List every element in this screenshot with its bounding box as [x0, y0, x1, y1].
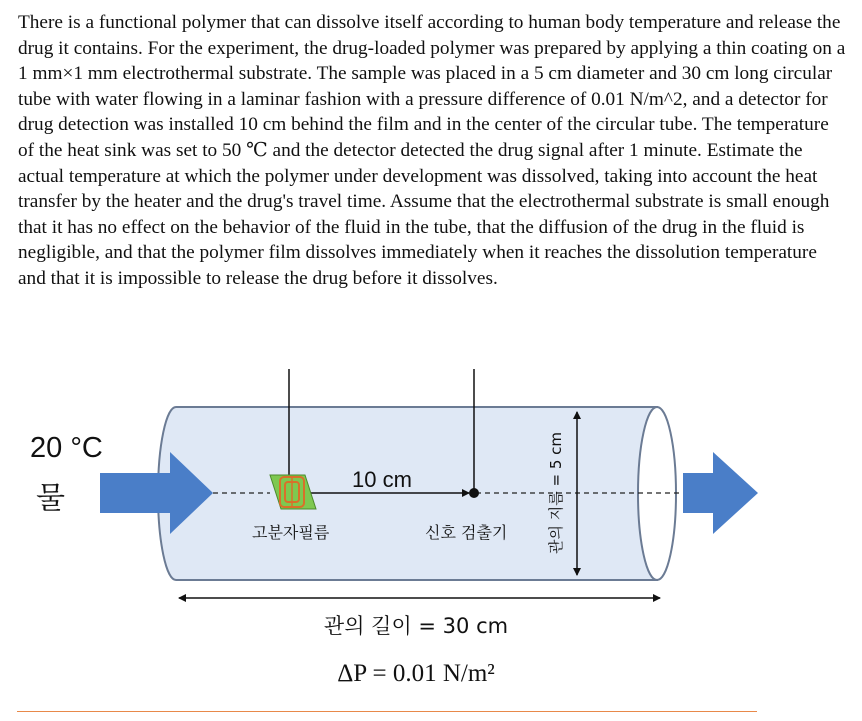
inlet-fluid-label: 물 [36, 481, 65, 516]
length-label: 관의 길이 = 30 cm [323, 614, 509, 638]
distance-label: 10 cm [352, 467, 412, 492]
tube-diagram [0, 355, 862, 700]
inlet-temp-label: 20 °C [30, 432, 103, 464]
pressure-label: ΔP = 0.01 N/m² [337, 660, 495, 687]
outlet-flow-arrow-icon [683, 452, 758, 534]
divider-line [17, 711, 757, 712]
film-label: 고분자필름 [252, 523, 330, 542]
detector-label: 신호 검출기 [425, 523, 508, 542]
detector-dot-icon [469, 488, 479, 498]
diameter-label: 관의 지름 = 5 cm [547, 431, 565, 555]
problem-statement: There is a functional polymer that can dissolve itself according to human body temperature and release the drug it contains. For the experiment, the drug-loaded polymer was prepared by applying a thin coating on a 1 mm×1 mm electrothermal substrate. The sample was placed in a 5 cm diameter and 30 cm long circular tube with water flowing in a laminar fashion with a pressure difference of 0.01 N/m^2, and a detector for drug detection was installed 10 cm behind the film and in the center of the circular tube. The temperature of the heat sink was set to 50 ℃ and the detector detected the drug signal after 1 minute. Estimate the actual temperature at which the polymer under development was dissolved, taking into account the heat transfer by the heater and the drug's travel time. Assume that the electrothermal substrate is small enough that it has no effect on the behavior of the fluid in the tube, that the diffusion of the drug in the fluid is negligible, and that the polymer film dissolves immediately when it reaches the dissolution temperature and that it is impossible to release the drug before it dissolves. [18, 12, 846, 289]
